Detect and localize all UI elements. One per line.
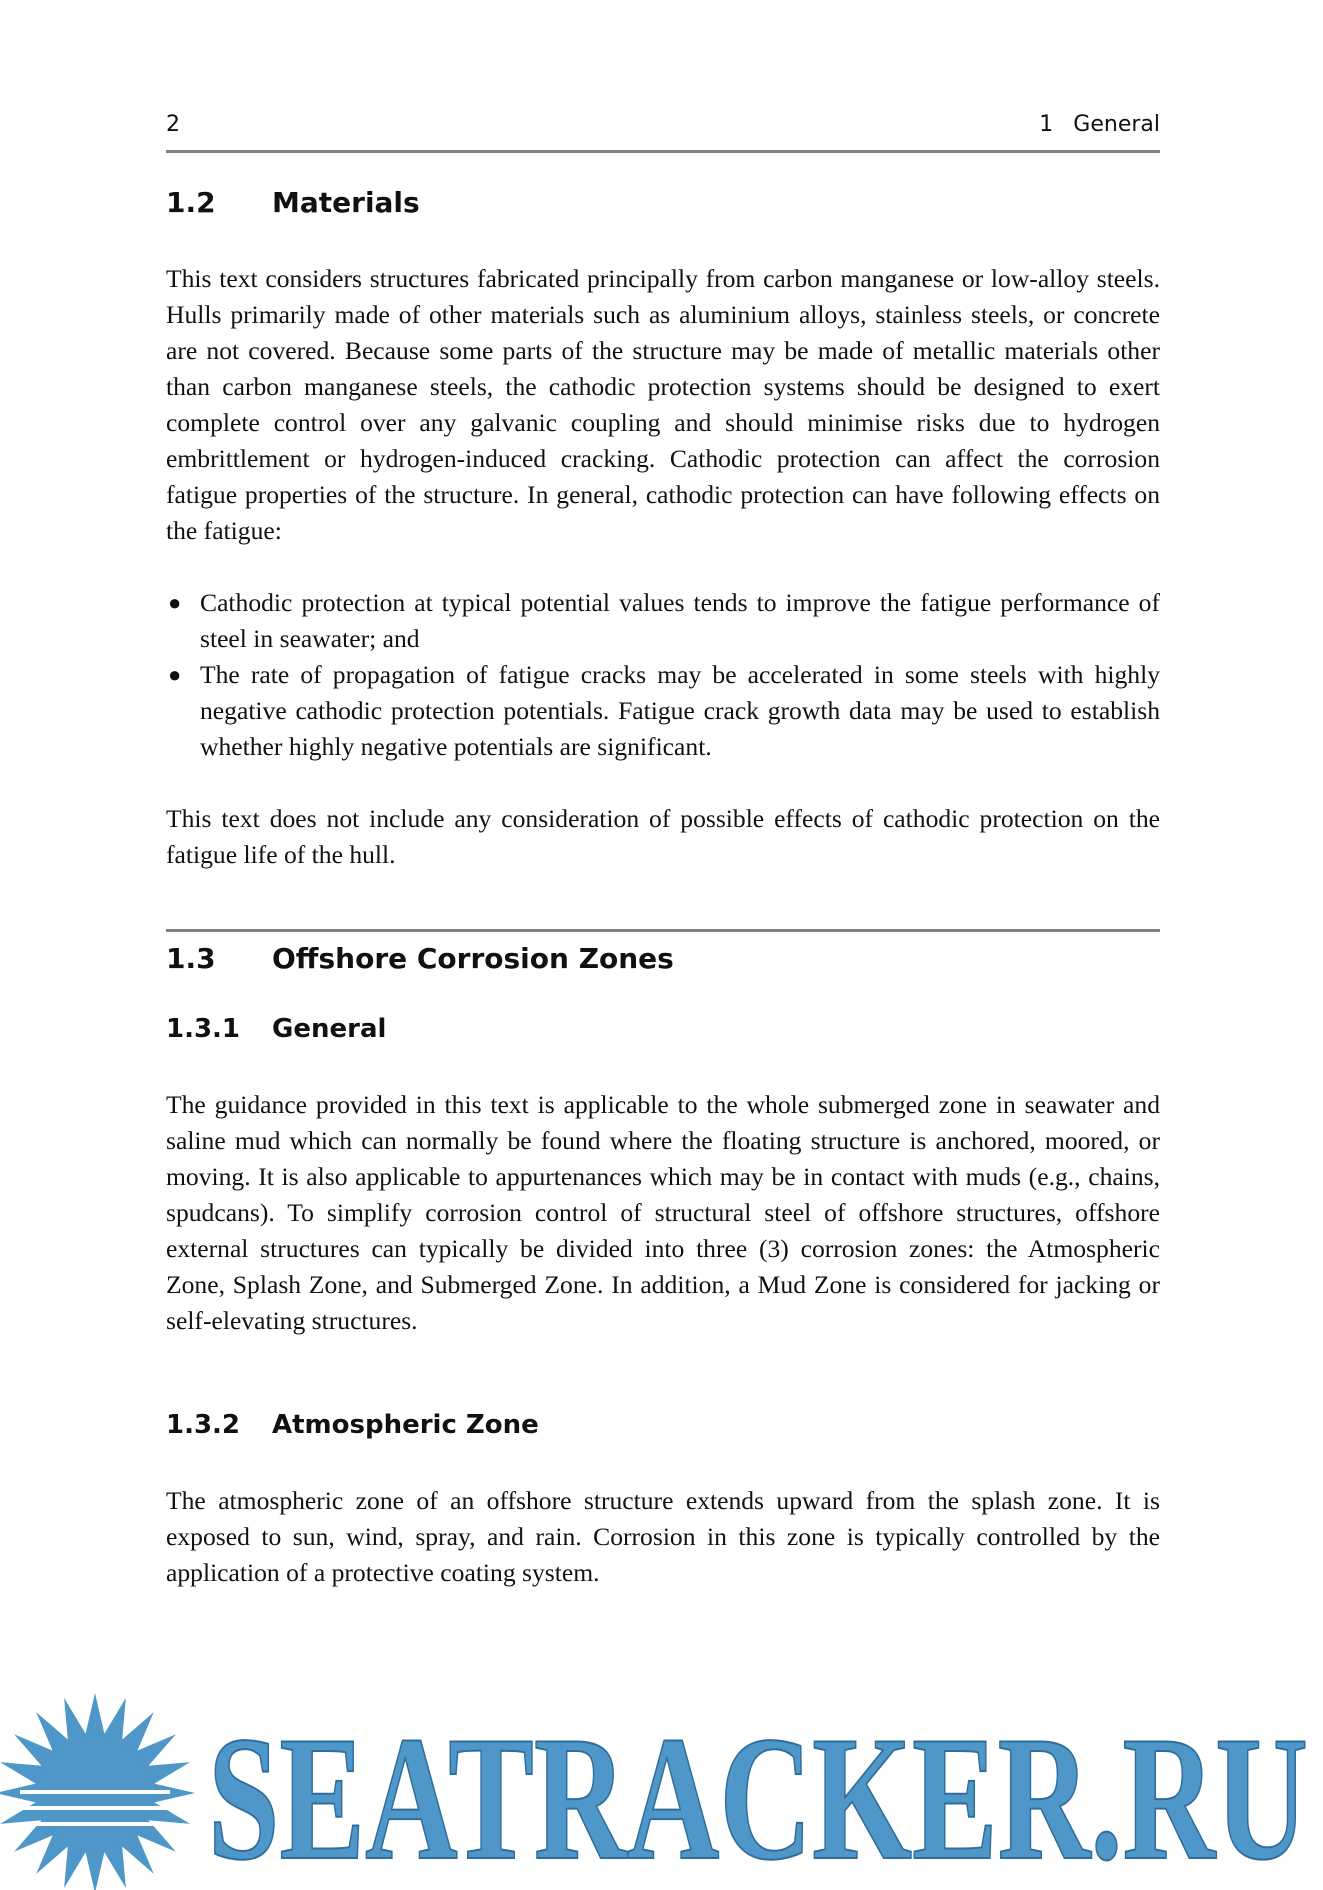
- section-rule: [166, 929, 1160, 932]
- subsection-number: 1.3.2: [166, 1410, 241, 1440]
- list-item-text: Cathodic protection at typical potential values tends to improve the fatigue performance of steel in seawater; and: [200, 588, 1160, 653]
- paragraph-materials-closing: This text does not include any consideration of possible effects of cathodic protection on the fatigue life of the hull.: [166, 804, 1160, 869]
- chapter-number: 1: [1039, 112, 1054, 137]
- watermark-text: SEATRACKER.RU: [208, 1699, 1308, 1890]
- subsection-title: General: [272, 1014, 387, 1044]
- list-item: [166, 657, 1160, 765]
- subsection-number: 1.3.1: [166, 1014, 241, 1044]
- sun-icon: [0, 1693, 195, 1890]
- list-item: [166, 585, 1160, 657]
- bullet-icon: ●: [168, 662, 182, 687]
- watermark: [0, 1688, 1323, 1890]
- running-head: [166, 112, 1160, 146]
- header-rule: [166, 150, 1160, 153]
- list-item-text: The rate of propagation of fatigue cracks may be accelerated in some steels with highly negative cathodic protection potentials. Fatigue crack growth data may be used to establish whether highly negative potentials are significant.: [200, 660, 1160, 761]
- page-number: 2: [166, 112, 180, 137]
- chapter-title: General: [1073, 112, 1160, 137]
- section-heading-1-2: [166, 186, 1066, 226]
- section-number: 1.2: [166, 186, 216, 219]
- section-number: 1.3: [166, 942, 216, 975]
- paragraph-general: The guidance provided in this text is applicable to the whole submerged zone in seawater and saline mud which can normally be found where the floating structure is anchored, moored, or moving. It is also applicable to appurtenances which may be in contact with muds (e.g., chains, spudcans). To simplify corrosion control of structural steel of offshore structures, offshore external structures can typically be divided into three (3) corrosion zones: the Atmospheric Zone, Splash Zone, and Submerged Zone. In addition, a Mud Zone is considered for jacking or self-elevating structures.: [166, 1090, 1160, 1335]
- subsection-heading-1-3-1: [166, 1014, 1066, 1052]
- bullet-list-fatigue-effects: [166, 585, 1160, 765]
- section-title: Materials: [272, 186, 420, 219]
- chapter-label: [1039, 112, 1160, 137]
- section-heading-1-3: [166, 942, 1066, 982]
- bullet-icon: ●: [168, 590, 182, 615]
- paragraph-atmospheric-zone: The atmospheric zone of an offshore structure extends upward from the splash zone. It is exposed to sun, wind, spray, and rain. Corrosion in this zone is typically controlled by the application of a protective coating system.: [166, 1486, 1160, 1587]
- paragraph-materials-intro: This text considers structures fabricated principally from carbon manganese or low-alloy steels. Hulls primarily made of other materials such as aluminium alloys, stainless steels, or concrete are not covered. Because some parts of the structure may be made of metallic materials other than carbon manganese steels, the cathodic protection systems should be designed to exert complete control over any galvanic coupling and should minimise risks due to hydrogen embrittlement or hydrogen-induced cracking. Cathodic protection can affect the corrosion fatigue properties of the structure. In general, cathodic protection can have following effects on the fatigue:: [166, 264, 1160, 545]
- subsection-heading-1-3-2: [166, 1410, 1066, 1448]
- section-title: Offshore Corrosion Zones: [272, 942, 674, 975]
- subsection-title: Atmospheric Zone: [272, 1410, 539, 1440]
